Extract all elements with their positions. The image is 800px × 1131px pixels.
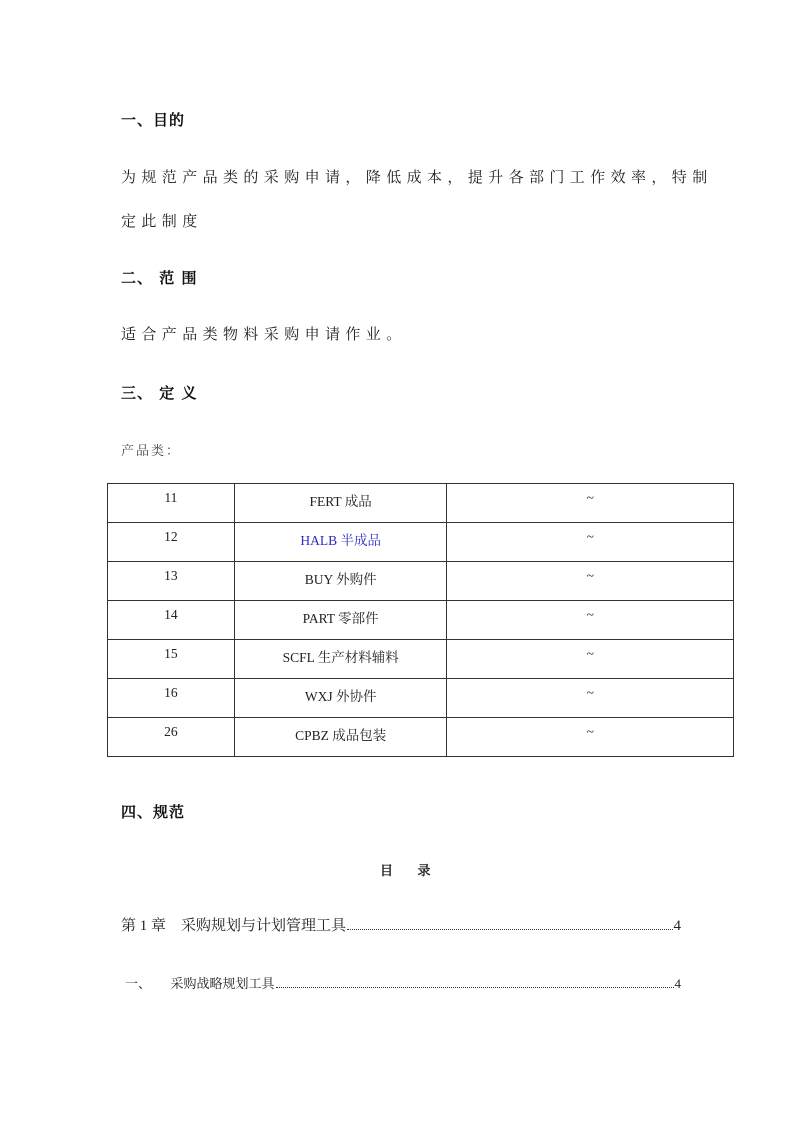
- cell-name: SCFL 生产材料辅料: [234, 640, 447, 679]
- cell-note: ~: [447, 718, 734, 757]
- toc-entry-label: 一、 采购战略规划工具: [125, 976, 275, 991]
- toc-entry-page: 4: [673, 918, 681, 934]
- table-row: [108, 640, 734, 679]
- product-category-table: [107, 483, 734, 757]
- cell-name: HALB 半成品: [234, 523, 447, 562]
- cell-note: ~: [447, 523, 734, 562]
- toc-title: 目 录: [380, 864, 441, 879]
- section-heading-definition: 三、 定 义: [121, 384, 198, 402]
- product-category-label: 产品类：: [121, 444, 182, 459]
- cell-code: 15: [108, 640, 235, 679]
- toc-entry-label: 第 1 章 采购规划与计划管理工具: [121, 918, 347, 934]
- toc-leader-dots: [347, 928, 672, 930]
- cell-code: 11: [108, 484, 235, 523]
- cell-note: ~: [447, 601, 734, 640]
- cell-note: ~: [447, 640, 734, 679]
- cell-code: 14: [108, 601, 235, 640]
- scope-text: 适合产品类物料采购申请作业。: [121, 325, 407, 343]
- cell-note: ~: [447, 484, 734, 523]
- table-row: [108, 718, 734, 757]
- table-row: [108, 562, 734, 601]
- cell-code: 13: [108, 562, 235, 601]
- toc-entry[interactable]: [121, 914, 681, 935]
- cell-name: PART 零部件: [234, 601, 447, 640]
- cell-code: 12: [108, 523, 235, 562]
- toc-entry[interactable]: [125, 973, 681, 992]
- cell-code: 16: [108, 679, 235, 718]
- toc-entry-page: 4: [674, 976, 681, 991]
- toc-leader-dots: [276, 986, 674, 988]
- purpose-text-line1: 为规范产品类的采购申请，降低成本，提升各部门工作效率，特制: [121, 168, 713, 186]
- cell-note: ~: [447, 562, 734, 601]
- table-row: [108, 523, 734, 562]
- purpose-text-line2: 定此制度: [121, 212, 203, 230]
- cell-name: CPBZ 成品包装: [234, 718, 447, 757]
- cell-name: WXJ 外协件: [234, 679, 447, 718]
- section-heading-purpose: 一、目的: [121, 111, 186, 129]
- section-heading-specification: 四、规范: [121, 803, 186, 821]
- section-heading-scope: 二、 范 围: [121, 269, 198, 287]
- cell-note: ~: [447, 679, 734, 718]
- table-row: [108, 679, 734, 718]
- cell-name: FERT 成品: [234, 484, 447, 523]
- table-row: [108, 601, 734, 640]
- cell-name: BUY 外购件: [234, 562, 447, 601]
- cell-code: 26: [108, 718, 235, 757]
- table-row: [108, 484, 734, 523]
